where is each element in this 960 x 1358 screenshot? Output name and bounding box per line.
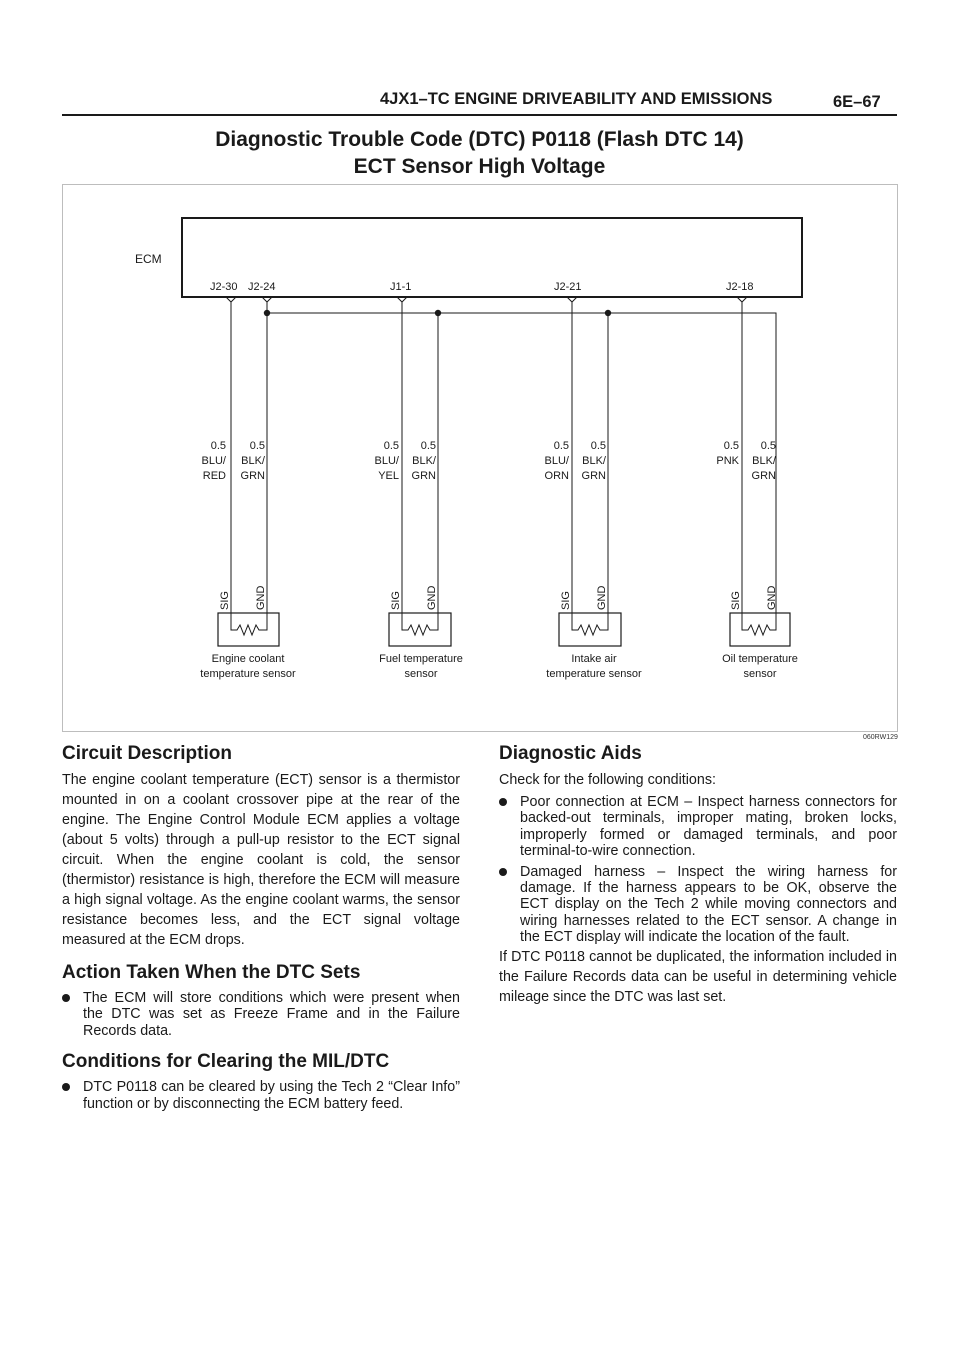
diagnostic-aids-heading: Diagnostic Aids xyxy=(499,743,642,764)
pin-label: J2-30 xyxy=(210,281,238,293)
svg-text:YEL: YEL xyxy=(378,470,399,482)
svg-text:SIG: SIG xyxy=(560,591,572,610)
action-taken-heading: Action Taken When the DTC Sets xyxy=(62,962,361,983)
pin-label: J2-21 xyxy=(554,281,582,293)
bullet-icon xyxy=(62,1083,70,1091)
list-item: Damaged harness – Inspect the wiring harness for damage. If the harness appears to be OK, observe the ECT display on the Tech 2 while moving connectors and wiring harnesses related to the ECT sensor. A change in the ECT display will indicate the location of the fault. xyxy=(499,864,897,946)
svg-text:temperature sensor: temperature sensor xyxy=(546,668,642,680)
svg-text:BLK/: BLK/ xyxy=(412,455,436,467)
svg-text:GRN: GRN xyxy=(751,470,776,482)
header-divider xyxy=(62,114,897,116)
svg-text:Intake air: Intake air xyxy=(571,653,617,665)
svg-text:0.5: 0.5 xyxy=(723,440,739,452)
svg-text:BLK/: BLK/ xyxy=(582,455,606,467)
list-item: DTC P0118 can be cleared by using the Tech 2 “Clear Info” function or by disconnecting the ECM battery feed. xyxy=(62,1079,460,1112)
svg-text:BLU/: BLU/ xyxy=(201,455,226,467)
svg-text:sensor: sensor xyxy=(743,668,777,680)
svg-text:GND: GND xyxy=(596,585,608,610)
svg-text:GND: GND xyxy=(255,585,267,610)
list-item: The ECM will store conditions which were present when the DTC was set as Freeze Frame and in the Failure Records data. xyxy=(62,990,460,1039)
bullet-icon xyxy=(62,994,70,1002)
svg-text:Fuel temperature: Fuel temperature xyxy=(379,653,463,665)
svg-text:BLK/: BLK/ xyxy=(241,455,265,467)
svg-text:SIG: SIG xyxy=(730,591,742,610)
ecm-label: ECM xyxy=(135,252,162,266)
title-line-1: Diagnostic Trouble Code (DTC) P0118 (Flash DTC 14) xyxy=(215,128,744,151)
pin-label: J2-24 xyxy=(248,281,276,293)
svg-text:0.5: 0.5 xyxy=(383,440,399,452)
svg-text:Engine coolant: Engine coolant xyxy=(211,653,285,665)
pin-label: J2-18 xyxy=(726,281,754,293)
svg-text:BLU/: BLU/ xyxy=(374,455,399,467)
svg-text:GRN: GRN xyxy=(581,470,606,482)
svg-text:GRN: GRN xyxy=(411,470,436,482)
svg-text:GRN: GRN xyxy=(240,470,265,482)
wiring-diagram-frame xyxy=(62,184,898,732)
left-column xyxy=(62,741,460,1116)
diagnostic-aids-closing: If DTC P0118 cannot be duplicated, the information included in the Failure Records data can be useful in determining vehicle mileage since the DTC was last set. xyxy=(499,948,897,1005)
document-title xyxy=(62,126,897,180)
svg-text:0.5: 0.5 xyxy=(590,440,606,452)
bullet-icon xyxy=(499,798,507,806)
diagnostic-aids-list xyxy=(499,794,897,946)
svg-text:SIG: SIG xyxy=(390,591,402,610)
svg-text:0.5: 0.5 xyxy=(249,440,265,452)
svg-text:0.5: 0.5 xyxy=(760,440,776,452)
svg-text:GND: GND xyxy=(426,585,438,610)
right-column xyxy=(499,741,897,1007)
svg-text:RED: RED xyxy=(202,470,226,482)
svg-text:0.5: 0.5 xyxy=(420,440,436,452)
bullet-icon xyxy=(499,868,507,876)
circuit-description-body: The engine coolant temperature (ECT) sensor is a thermistor mounted in on a coolant crossover pipe at the rear of the engine. The Engine Control Module ECM applies a voltage (about 5 volts) through a pull-up resistor to the ECT signal circuit. When the engine coolant is cold, the sensor (thermistor) resistance is high, therefore the ECM will measure a high signal voltage. As the engine coolant warms, the sensor resistance becomes less, and the ECT signal voltage measured at the ECM drops. xyxy=(62,772,460,948)
svg-text:temperature sensor: temperature sensor xyxy=(200,668,296,680)
svg-text:GND: GND xyxy=(766,585,778,610)
clearing-heading: Conditions for Clearing the MIL/DTC xyxy=(62,1051,390,1073)
svg-text:PNK: PNK xyxy=(716,455,739,467)
svg-text:0.5: 0.5 xyxy=(210,440,226,452)
action-taken-list xyxy=(62,990,460,1039)
svg-text:ORN: ORN xyxy=(544,470,569,482)
page-number: 6E–67 xyxy=(833,93,881,111)
svg-text:Oil temperature: Oil temperature xyxy=(722,653,798,665)
svg-text:SIG: SIG xyxy=(219,591,231,610)
circuit-description-heading: Circuit Description xyxy=(62,743,232,764)
svg-text:0.5: 0.5 xyxy=(553,440,569,452)
diagnostic-aids-intro: Check for the following conditions: xyxy=(499,772,716,788)
list-item: Poor connection at ECM – Inspect harness connectors for backed-out terminals, improper mating, broken locks, improperly formed or damaged terminals, and poor terminal-to-wire connection. xyxy=(499,794,897,860)
svg-text:sensor: sensor xyxy=(404,668,438,680)
svg-text:BLK/: BLK/ xyxy=(752,455,776,467)
figure-id: 060RW129 xyxy=(863,734,898,741)
svg-text:BLU/: BLU/ xyxy=(544,455,569,467)
pin-label: J1-1 xyxy=(390,281,412,293)
clearing-list xyxy=(62,1079,460,1112)
section-header-title: 4JX1–TC ENGINE DRIVEABILITY AND EMISSIONS xyxy=(380,90,773,108)
title-line-2: ECT Sensor High Voltage xyxy=(353,155,606,178)
